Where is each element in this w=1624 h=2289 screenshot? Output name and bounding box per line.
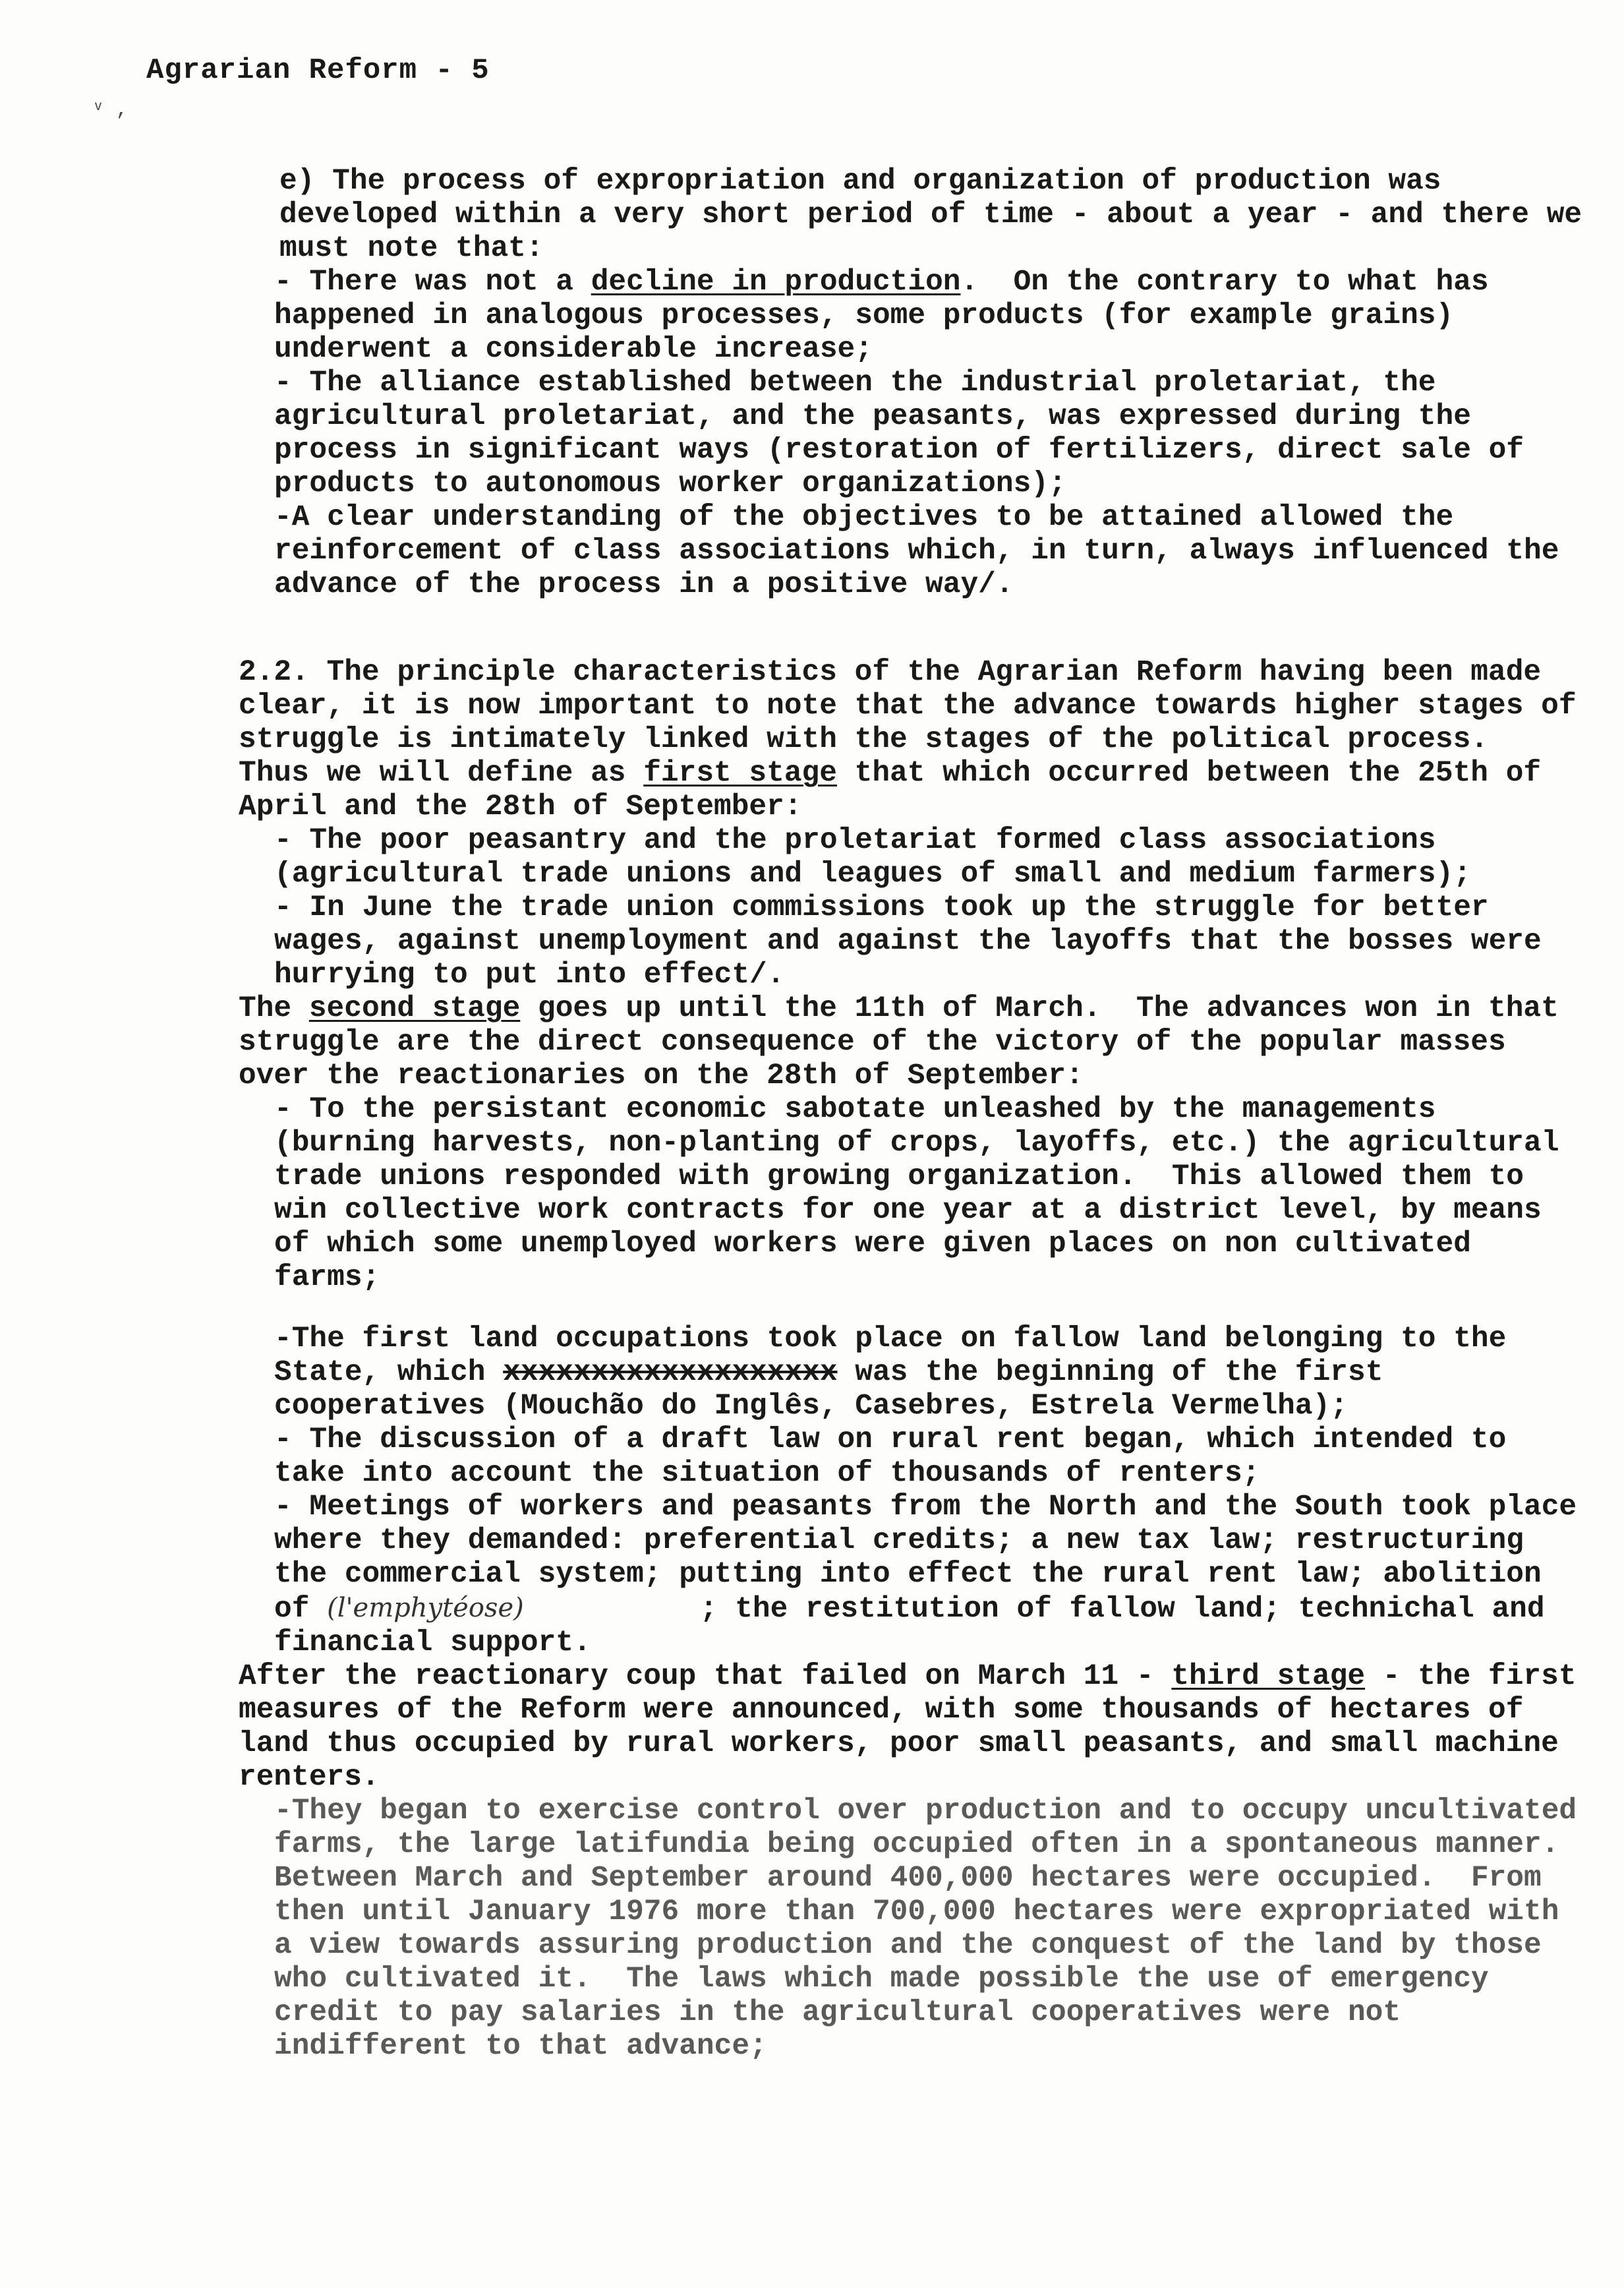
struck-out-text: xxxxxxxxxxxxxxxxxxx [503,1356,838,1389]
document-body [140,165,1600,2064]
third-stage-intro: After the reactionary coup that failed on March 11 - third stage - the first measures of the Reform were announced, with some thousands of hectares of land thus occupied by rural workers, poor small peasants, and small machine renters. [239,1660,1594,1794]
section-e-bullet-2: - The alliance established between the industrial proletariat, the agricultural proletariat, and the peasants, was expressed during the process in significant ways (restoration of fertilizers, direct sale of products to autonomous worker organizations); [274,367,1542,500]
second-stage-intro: The second stage goes up until the 11th of March. The advances won in that struggle are the direct consequence of the victory of the popular masses over the reactionaries on the 28th of September: [239,992,1577,1092]
section-e-intro: e) The process of expropriation and organization of production was developed within a very short period of time - about a year - and there we must note that: [279,165,1600,265]
underlined-third-stage: third stage [1171,1660,1366,1693]
page-header: Agrarian Reform - 5 [146,54,490,87]
underlined-second-stage: second stage [308,992,521,1025]
second-stage-bullet-1: - To the persistant economic sabotate unleashed by the managements (burning harvests, non-planting of crops, layoffs, etc.) the agricultural trade unions responded with growing organization. This allowed them to win collective work contracts for one year at a district level, by means of which some unemployed workers were given places on non cultivated farms; [274,1093,1577,1294]
stray-ink-mark: ᵛ , [92,99,129,121]
section-2-2-intro: 2.2. The principle characteristics of the Agrarian Reform having been made clear, it is now important to note that the advance towards higher stages of struggle is intimately linked with the stages of the political process. Thus we will define as first stage that which occurred between the 25th of April and the 28th of September: [239,656,1594,823]
section-e-bullet-3: -A clear understanding of the objectives to be attained allowed the reinforcement of class associations which, in turn, always influenced the advance of the process in a positive way/. [274,501,1577,601]
second-stage-bullet-4: - Meetings of workers and peasants from the North and the South took place where they demanded: preferential credits; a new tax law; restructuring the commercial system; putting into effect the rural rent law; abolition of (l'emphytéose) ; the restitution of fallow land; technichal and financial support. [274,1491,1594,1659]
underlined-first-stage: first stage [643,757,837,790]
third-stage-bullet-1: -They began to exercise control over production and to occupy uncultivated farms, the large latifundia being occupied often in a spontaneous manner. Between March and September around 400,000 hectares were occupied. From then until January 1976 more than 700,000 hectares were expropriated with a view towards assuring production and the conquest of the land by those who cultivated it. The laws which made possible the use of emergency credit to pay salaries in the agricultural cooperatives were not indifferent to that advance; [274,1795,1594,2063]
second-stage-bullet-3: - The discussion of a draft law on rural rent began, which intended to take into account the situation of thousands of renters; [274,1423,1524,1490]
first-stage-bullet-1: - The poor peasantry and the proletariat formed class associations (agricultural trade unions and leagues of small and medium farmers); [274,824,1471,891]
first-stage-bullet-2: - In June the trade union commissions took up the struggle for better wages, against unemployment and against the layoffs that the bosses were hurrying to put into effect/. [274,891,1559,992]
underlined-decline-in-production: decline in production [591,266,961,299]
handwritten-annotation: (l'emphytéose) [327,1593,524,1623]
second-stage-bullet-2: -The first land occupations took place on fallow land belonging to the State, which xxxxxxxxxxxxxxxxxxx was the beginning of the first cooperatives (Mouchão do Inglês, Casebres, Estrela Vermelha); [274,1323,1524,1423]
section-e-bullet-1: - There was not a decline in production. On the contrary to what has happened in analogous processes, some products (for example grains) underwent a considerable increase; [274,266,1507,366]
